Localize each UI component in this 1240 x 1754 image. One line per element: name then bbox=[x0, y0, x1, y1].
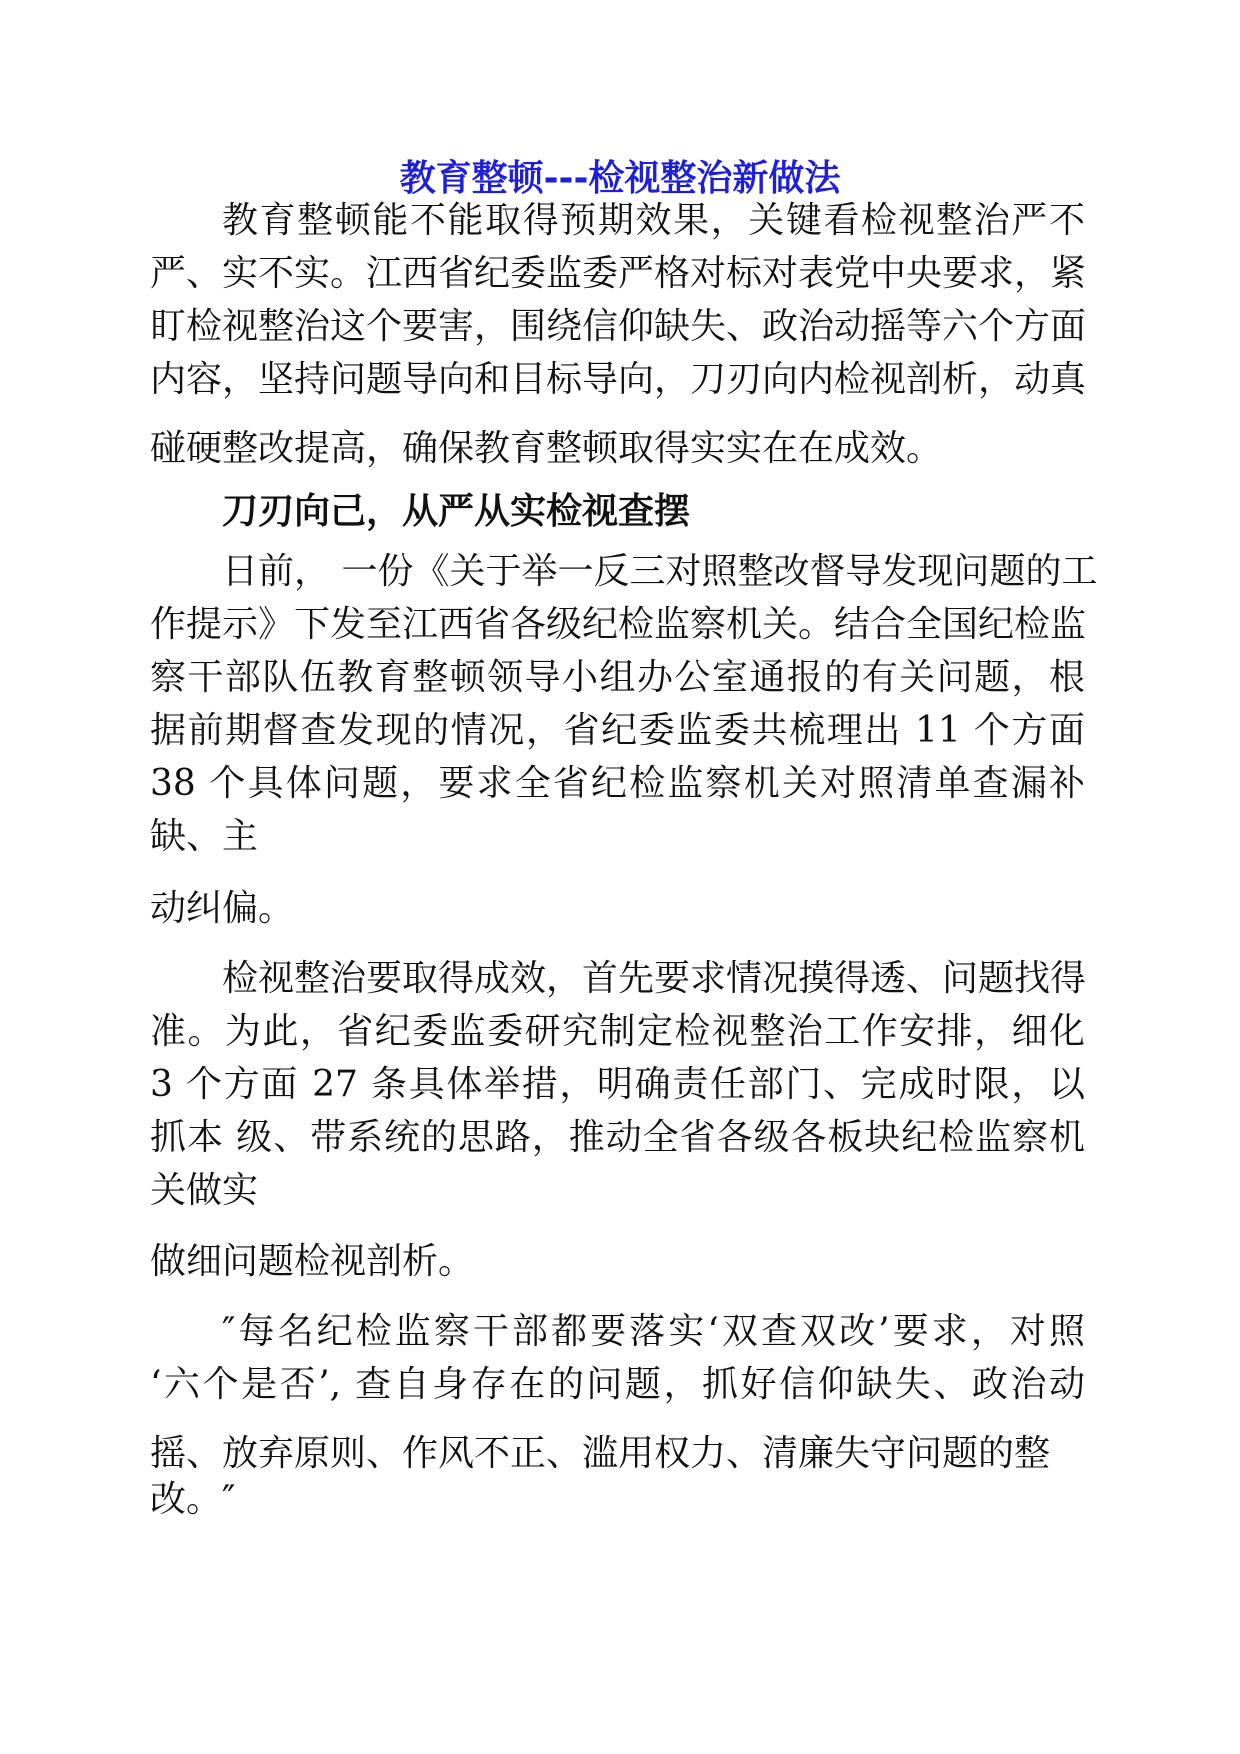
para1-line-3: 察干部队伍教育整顿领导小组办公室通报的有关问题，根 bbox=[150, 657, 1085, 698]
para1-line-5: 38 个具体问题，要求全省纪检监察机关对照清单查漏补 bbox=[150, 763, 1085, 804]
intro-line-2: 严、实不实。江西省纪委监委严格对标对表党中央要求，紧 bbox=[150, 253, 1087, 294]
para3-line-4: 改。″ bbox=[150, 1479, 236, 1520]
para2-line-3: 3 个方面 27 条具体举措，明确责任部门、完成时限，以 bbox=[150, 1064, 1085, 1105]
para2-line-2: 准。为此，省纪委监委研究制定检视整治工作安排，细化 bbox=[150, 1011, 1085, 1052]
section-heading: 刀刃向己，从严从实检视查摆 bbox=[222, 491, 691, 532]
para2-line-5: 关做实 bbox=[150, 1170, 259, 1211]
para1-line-2: 作提示》下发至江西省各级纪检监察机关。结合全国纪检监 bbox=[150, 604, 1087, 645]
para2-line-4: 抓本 级、带系统的思路，推动全省各级各板块纪检监察机 bbox=[150, 1117, 1085, 1158]
intro-line-5: 碰硬整改提高，确保教育整顿取得实实在在成效。 bbox=[150, 428, 943, 469]
para3-line-1: ″每名纪检监察干部都要落实‘双查双改’要求，对照 bbox=[222, 1311, 1085, 1352]
para1-line-6: 缺、主 bbox=[150, 816, 259, 857]
para2-line-1: 检视整治要取得成效，首先要求情况摸得透、问题找得 bbox=[222, 958, 1087, 999]
intro-line-3: 盯检视整治这个要害，围绕信仰缺失、政治动摇等六个方面 bbox=[150, 306, 1087, 347]
para2-line-6: 做细问题检视剖析。 bbox=[150, 1241, 475, 1282]
para3-line-3: 摇、放弃原则、作风不正、滥用权力、清廉失守问题的整 bbox=[150, 1433, 1051, 1474]
para1-line-1: 日前， 一份《关于举一反三对照整改督导发现问题的工 bbox=[222, 551, 1098, 592]
para3-line-2: ‘六个是否’, 查自身存在的问题，抓好信仰缺失、政治动 bbox=[150, 1364, 1085, 1405]
intro-line-4: 内容，坚持问题导向和目标导向，刀刃向内检视剖析，动真 bbox=[150, 359, 1087, 400]
para1-line-4: 据前期督查发现的情况，省纪委监委共梳理出 11 个方面 bbox=[150, 710, 1085, 751]
document-title: 教育整顿---检视整治新做法 bbox=[399, 158, 841, 199]
intro-line-1: 教育整顿能不能取得预期效果，关键看检视整治严不 bbox=[222, 200, 1085, 241]
para1-line-7: 动纠偏。 bbox=[150, 888, 295, 929]
